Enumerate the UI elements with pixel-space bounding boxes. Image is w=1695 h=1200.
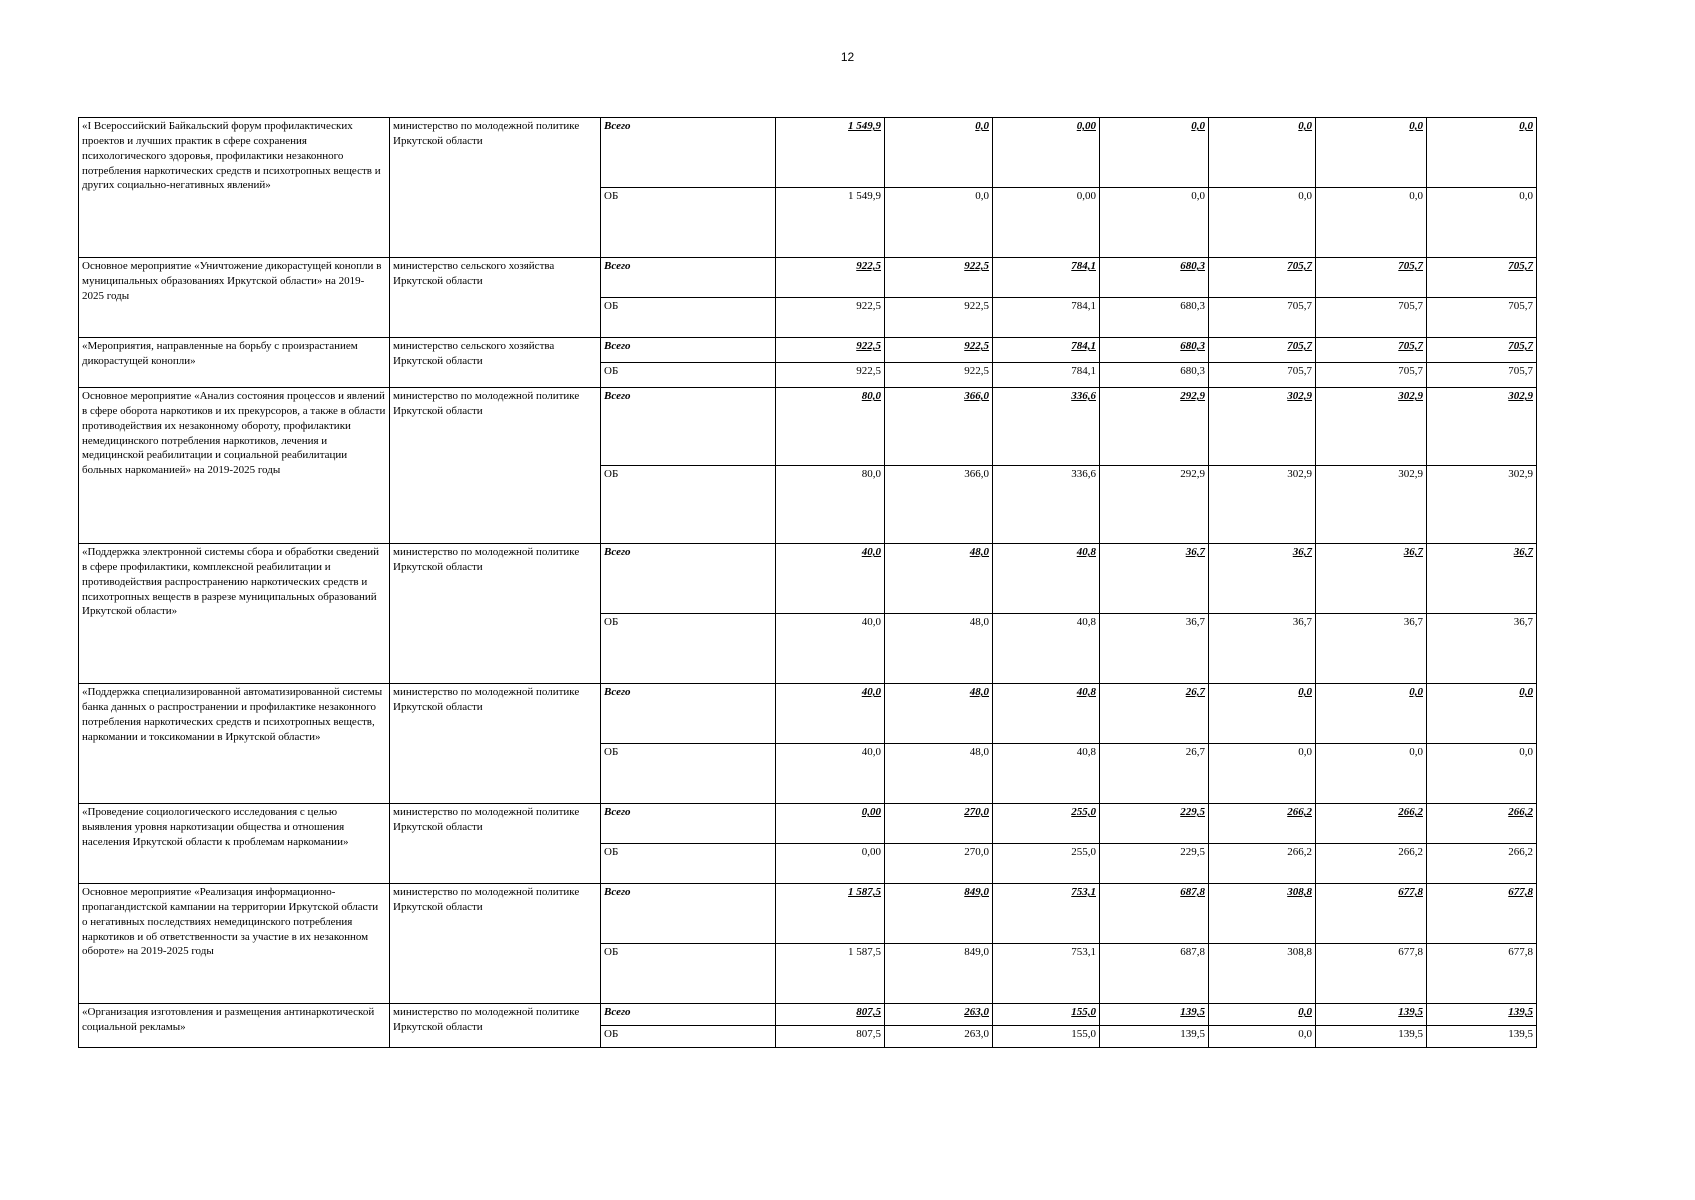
executor: министерство по молодежной политике Иркутской области (390, 884, 601, 1004)
ob-value: 266,2 (1316, 844, 1427, 884)
table-row-total (79, 804, 1537, 844)
total-value: 0,0 (1316, 684, 1427, 744)
ob-value: 0,0 (1209, 744, 1316, 804)
funding-total-label: Всего (601, 544, 776, 614)
funding-source-label: ОБ (601, 844, 776, 884)
ob-value: 705,7 (1209, 298, 1316, 338)
funding-total-label: Всего (601, 118, 776, 188)
total-value: 48,0 (885, 544, 993, 614)
total-value: 229,5 (1100, 804, 1209, 844)
executor: министерство сельского хозяйства Иркутской области (390, 258, 601, 338)
executor: министерство по молодежной политике Иркутской области (390, 118, 601, 258)
activity-name: Основное мероприятие «Анализ состояния процессов и явлений в сфере оборота наркотиков и их прекурсоров, а также в области противодействия их незаконному обороту, профилактики немедицинского потребления наркотиков, лечения и медицинской реабилитации и социальной реабилитации больных наркоманией» на 2019-2025 годы (79, 388, 390, 544)
total-value: 80,0 (776, 388, 885, 466)
ob-value: 36,7 (1209, 614, 1316, 684)
total-value: 807,5 (776, 1004, 885, 1026)
ob-value: 0,0 (1316, 188, 1427, 258)
ob-value: 922,5 (776, 363, 885, 388)
total-value: 784,1 (993, 338, 1100, 363)
ob-value: 266,2 (1209, 844, 1316, 884)
ob-value: 270,0 (885, 844, 993, 884)
total-value: 40,0 (776, 684, 885, 744)
funding-total-label: Всего (601, 258, 776, 298)
activity-name: «Проведение социологического исследования с целью выявления уровня наркотизации общества и отношения населения Иркутской области к проблемам наркомании» (79, 804, 390, 884)
total-value: 0,00 (993, 118, 1100, 188)
activity-name: «Организация изготовления и размещения антинаркотической социальной рекламы» (79, 1004, 390, 1048)
ob-value: 0,0 (1100, 188, 1209, 258)
table-row-total (79, 338, 1537, 363)
ob-value: 0,00 (776, 844, 885, 884)
program-table (78, 117, 1537, 1048)
executor: министерство по молодежной политике Иркутской области (390, 684, 601, 804)
ob-value: 36,7 (1316, 614, 1427, 684)
ob-value: 849,0 (885, 944, 993, 1004)
funding-source-label: ОБ (601, 744, 776, 804)
activity-name: Основное мероприятие «Уничтожение дикорастущей конопли в муниципальных образованиях Иркутской области» на 2019-2025 годы (79, 258, 390, 338)
total-value: 36,7 (1427, 544, 1537, 614)
ob-value: 0,0 (1427, 188, 1537, 258)
ob-value: 0,0 (1209, 188, 1316, 258)
ob-value: 308,8 (1209, 944, 1316, 1004)
funding-source-label: ОБ (601, 1026, 776, 1048)
total-value: 922,5 (776, 258, 885, 298)
total-value: 922,5 (885, 258, 993, 298)
funding-total-label: Всего (601, 1004, 776, 1026)
total-value: 48,0 (885, 684, 993, 744)
total-value: 255,0 (993, 804, 1100, 844)
ob-value: 40,8 (993, 744, 1100, 804)
ob-value: 0,00 (993, 188, 1100, 258)
total-value: 0,0 (1427, 118, 1537, 188)
activity-name: «Поддержка специализированной автоматизированной системы банка данных о распространении и профилактике незаконного потребления наркотических средств и психотропных веществ, наркомании и токсикомании в Иркутской области» (79, 684, 390, 804)
total-value: 849,0 (885, 884, 993, 944)
total-value: 1 587,5 (776, 884, 885, 944)
ob-value: 266,2 (1427, 844, 1537, 884)
ob-value: 40,8 (993, 614, 1100, 684)
total-value: 36,7 (1209, 544, 1316, 614)
funding-total-label: Всего (601, 388, 776, 466)
ob-value: 705,7 (1209, 363, 1316, 388)
total-value: 705,7 (1209, 258, 1316, 298)
ob-value: 139,5 (1316, 1026, 1427, 1048)
funding-total-label: Всего (601, 338, 776, 363)
total-value: 270,0 (885, 804, 993, 844)
total-value: 705,7 (1209, 338, 1316, 363)
total-value: 40,8 (993, 684, 1100, 744)
executor: министерство сельского хозяйства Иркутской области (390, 338, 601, 388)
ob-value: 40,0 (776, 744, 885, 804)
table-row-total (79, 1004, 1537, 1026)
funding-source-label: ОБ (601, 298, 776, 338)
ob-value: 784,1 (993, 363, 1100, 388)
total-value: 922,5 (776, 338, 885, 363)
total-value: 292,9 (1100, 388, 1209, 466)
ob-value: 366,0 (885, 466, 993, 544)
executor: министерство по молодежной политике Иркутской области (390, 388, 601, 544)
total-value: 40,8 (993, 544, 1100, 614)
ob-value: 807,5 (776, 1026, 885, 1048)
ob-value: 784,1 (993, 298, 1100, 338)
total-value: 705,7 (1316, 258, 1427, 298)
ob-value: 36,7 (1427, 614, 1537, 684)
ob-value: 1 587,5 (776, 944, 885, 1004)
ob-value: 680,3 (1100, 363, 1209, 388)
ob-value: 0,0 (1209, 1026, 1316, 1048)
ob-value: 302,9 (1316, 466, 1427, 544)
ob-value: 705,7 (1427, 298, 1537, 338)
funding-total-label: Всего (601, 804, 776, 844)
ob-value: 229,5 (1100, 844, 1209, 884)
activity-name: «Поддержка электронной системы сбора и обработки сведений в сфере профилактики, комплексной реабилитации и противодействия распространению наркотических средств и психотропных веществ в разрезе муниципальных образований Иркутской области» (79, 544, 390, 684)
total-value: 680,3 (1100, 258, 1209, 298)
funding-total-label: Всего (601, 884, 776, 944)
ob-value: 336,6 (993, 466, 1100, 544)
ob-value: 139,5 (1100, 1026, 1209, 1048)
ob-value: 687,8 (1100, 944, 1209, 1004)
total-value: 139,5 (1100, 1004, 1209, 1026)
ob-value: 0,0 (1316, 744, 1427, 804)
ob-value: 48,0 (885, 614, 993, 684)
total-value: 677,8 (1316, 884, 1427, 944)
total-value: 0,0 (1209, 1004, 1316, 1026)
table-row-total (79, 544, 1537, 614)
table-row-total (79, 118, 1537, 188)
funding-total-label: Всего (601, 684, 776, 744)
ob-value: 155,0 (993, 1026, 1100, 1048)
total-value: 36,7 (1100, 544, 1209, 614)
funding-source-label: ОБ (601, 363, 776, 388)
ob-value: 0,0 (1427, 744, 1537, 804)
ob-value: 0,0 (885, 188, 993, 258)
ob-value: 302,9 (1427, 466, 1537, 544)
ob-value: 36,7 (1100, 614, 1209, 684)
funding-source-label: ОБ (601, 188, 776, 258)
total-value: 680,3 (1100, 338, 1209, 363)
total-value: 0,0 (1209, 118, 1316, 188)
total-value: 155,0 (993, 1004, 1100, 1026)
total-value: 784,1 (993, 258, 1100, 298)
total-value: 0,0 (1316, 118, 1427, 188)
total-value: 266,2 (1427, 804, 1537, 844)
ob-value: 263,0 (885, 1026, 993, 1048)
total-value: 302,9 (1427, 388, 1537, 466)
total-value: 266,2 (1316, 804, 1427, 844)
table-row-total (79, 388, 1537, 466)
ob-value: 302,9 (1209, 466, 1316, 544)
page-number: 12 (840, 50, 855, 64)
ob-value: 677,8 (1427, 944, 1537, 1004)
total-value: 0,0 (1100, 118, 1209, 188)
funding-source-label: ОБ (601, 614, 776, 684)
total-value: 687,8 (1100, 884, 1209, 944)
ob-value: 705,7 (1316, 298, 1427, 338)
total-value: 26,7 (1100, 684, 1209, 744)
ob-value: 292,9 (1100, 466, 1209, 544)
funding-source-label: ОБ (601, 944, 776, 1004)
total-value: 705,7 (1427, 338, 1537, 363)
ob-value: 80,0 (776, 466, 885, 544)
total-value: 40,0 (776, 544, 885, 614)
total-value: 705,7 (1427, 258, 1537, 298)
total-value: 139,5 (1427, 1004, 1537, 1026)
ob-value: 705,7 (1316, 363, 1427, 388)
executor: министерство по молодежной политике Иркутской области (390, 804, 601, 884)
ob-value: 48,0 (885, 744, 993, 804)
ob-value: 922,5 (885, 363, 993, 388)
total-value: 0,0 (885, 118, 993, 188)
table-row-total (79, 684, 1537, 744)
total-value: 677,8 (1427, 884, 1537, 944)
total-value: 36,7 (1316, 544, 1427, 614)
total-value: 139,5 (1316, 1004, 1427, 1026)
total-value: 0,00 (776, 804, 885, 844)
activity-name: «I Всероссийский Байкальский форум профилактических проектов и лучших практик в сфере сохранения психологического здоровья, профилактики незаконного потребления наркотических средств и психотропных веществ и других социально-негативных явлений» (79, 118, 390, 258)
total-value: 302,9 (1316, 388, 1427, 466)
total-value: 922,5 (885, 338, 993, 363)
ob-value: 255,0 (993, 844, 1100, 884)
ob-value: 753,1 (993, 944, 1100, 1004)
total-value: 753,1 (993, 884, 1100, 944)
total-value: 705,7 (1316, 338, 1427, 363)
ob-value: 1 549,9 (776, 188, 885, 258)
total-value: 0,0 (1209, 684, 1316, 744)
ob-value: 680,3 (1100, 298, 1209, 338)
executor: министерство по молодежной политике Иркутской области (390, 544, 601, 684)
executor: министерство по молодежной политике Иркутской области (390, 1004, 601, 1048)
total-value: 266,2 (1209, 804, 1316, 844)
activity-name: «Мероприятия, направленные на борьбу с произрастанием дикорастущей конопли» (79, 338, 390, 388)
total-value: 336,6 (993, 388, 1100, 466)
total-value: 308,8 (1209, 884, 1316, 944)
ob-value: 922,5 (776, 298, 885, 338)
ob-value: 40,0 (776, 614, 885, 684)
ob-value: 922,5 (885, 298, 993, 338)
table-row-total (79, 884, 1537, 944)
ob-value: 705,7 (1427, 363, 1537, 388)
table-row-total (79, 258, 1537, 298)
activity-name: Основное мероприятие «Реализация информационно-пропагандистской кампании на территории Иркутской области о негативных последствиях немедицинского потребления наркотиков и об ответственности за участие в их незаконном обороте» на 2019-2025 годы (79, 884, 390, 1004)
total-value: 302,9 (1209, 388, 1316, 466)
total-value: 263,0 (885, 1004, 993, 1026)
funding-source-label: ОБ (601, 466, 776, 544)
total-value: 366,0 (885, 388, 993, 466)
ob-value: 677,8 (1316, 944, 1427, 1004)
total-value: 1 549,9 (776, 118, 885, 188)
ob-value: 139,5 (1427, 1026, 1537, 1048)
ob-value: 26,7 (1100, 744, 1209, 804)
total-value: 0,0 (1427, 684, 1537, 744)
